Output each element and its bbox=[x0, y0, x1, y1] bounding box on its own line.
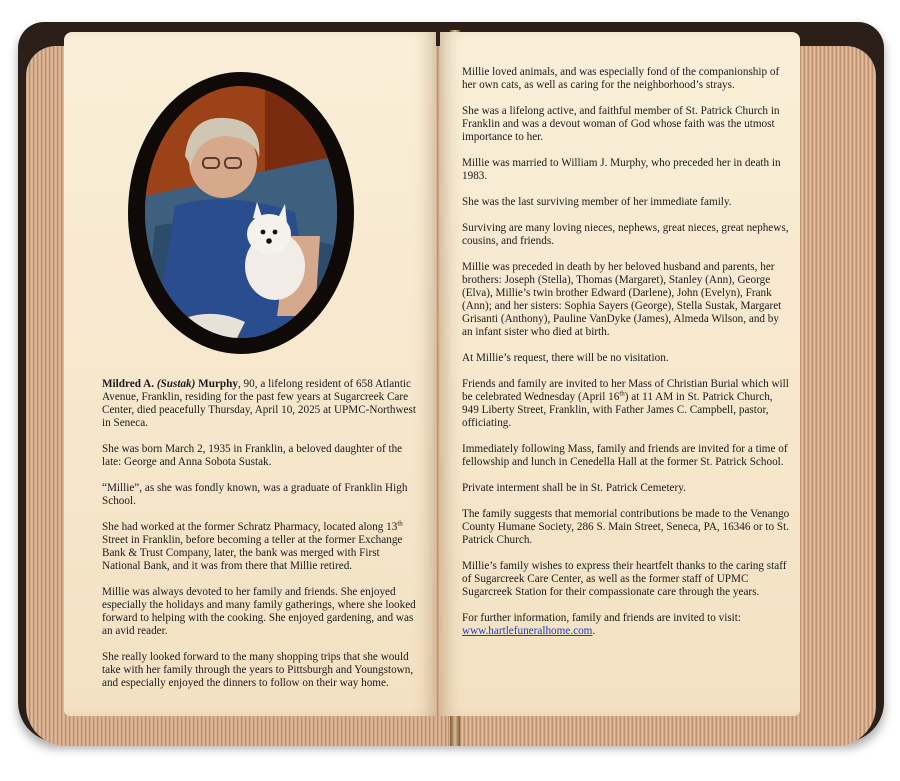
obituary-paragraph: At Millie’s request, there will be no visitation. bbox=[462, 352, 669, 364]
obituary-paragraph bbox=[102, 521, 418, 573]
ordinal-suffix: th bbox=[397, 519, 403, 528]
obituary-paragraph: Surviving are many loving nieces, nephews, great nieces, great nephews, cousins, and friends. bbox=[462, 222, 789, 247]
obituary-paragraph: “Millie”, as she was fondly known, was a graduate of Franklin High School. bbox=[102, 482, 408, 507]
paragraph-text: . bbox=[592, 625, 596, 637]
obituary-paragraph: Private interment shall be in St. Patrick Cemetery. bbox=[462, 482, 686, 494]
obituary-right-column bbox=[462, 66, 792, 651]
obituary-paragraph bbox=[462, 612, 792, 638]
obituary-paragraph bbox=[462, 378, 792, 430]
obituary-paragraph: She was the last surviving member of her immediate family. bbox=[462, 196, 732, 208]
obituary-paragraph: She really looked forward to the many shopping trips that she would take with her family through the years to Pittsburgh and Youngstown, and especially enjoyed the dinners to follow on their way home. bbox=[102, 651, 414, 689]
obituary-paragraph: Millie was preceded in death by her beloved husband and parents, her brothers: Joseph (Stella), Thomas (Margaret), Stanley (Ann), George (Elva), Millie’s twin brother Edward (Darlene), John (Evelyn), Frank (Ann); and her sisters: Sophia Sayers (George), Stella Sustak, Margaret Grisanti (Anthony), Pauline VanDyke (James), Almeda Wilson, and by an infant sister who died at birth. bbox=[462, 261, 782, 338]
obituary-paragraph: Immediately following Mass, family and friends are invited for a time of fellowship and lunch in Cenedella Hall at the former St. Patrick School. bbox=[462, 443, 788, 468]
paragraph-text: She had worked at the former Schratz Pharmacy, located along 13 bbox=[102, 521, 398, 533]
obituary-left-column bbox=[102, 378, 418, 703]
deceased-last-name: Murphy bbox=[198, 378, 238, 390]
obituary-paragraph: The family suggests that memorial contributions be made to the Venango County Humane Society, 286 S. Main Street, Seneca, PA, 16346 or to St. Patrick Church. bbox=[462, 508, 790, 546]
deceased-maiden-name: (Sustak) bbox=[156, 378, 196, 390]
obituary-paragraph: She was born March 2, 1935 in Franklin, a beloved daughter of the late: George and Anna Sobota Sustak. bbox=[102, 443, 403, 468]
deceased-first-name: Mildred A. bbox=[102, 378, 155, 390]
paragraph-text: For further information, family and friends are invited to visit: bbox=[462, 612, 741, 624]
obituary-paragraph: Millie was married to William J. Murphy, who preceded her in death in 1983. bbox=[462, 157, 781, 182]
paragraph-text: ) at 11 AM in St. Patrick Church, 949 Liberty Street, Franklin, with Father James C. Campbell, pastor, officiating. bbox=[462, 391, 773, 429]
ordinal-suffix: th bbox=[619, 389, 625, 398]
obituary-paragraph: She was a lifelong active, and faithful member of St. Patrick Church in Franklin and was a devout woman of God whose faith was the utmost importance to her. bbox=[462, 105, 780, 143]
paragraph-text: Street in Franklin, before becoming a teller at the former Exchange Bank & Trust Company, later, the bank was merged with First National Bank, and it was from there that Millie retired. bbox=[102, 534, 403, 572]
obituary-paragraph bbox=[102, 378, 418, 430]
paragraph-text: , 90, a lifelong resident of 658 Atlantic Avenue, Franklin, residing for the past few years at Sugarcreek Care Center, died peacefully Thursday, April 10, 2025 at UPMC-Northwest in Seneca. bbox=[102, 378, 416, 429]
funeral-home-link[interactable]: www.hartlefuneralhome.com bbox=[462, 625, 593, 637]
obituary-paragraph: Millie loved animals, and was especially fond of the companionship of her own cats, as well as caring for the neighborhood’s strays. bbox=[462, 66, 780, 91]
portrait-illustration bbox=[145, 86, 337, 338]
portrait-photo bbox=[145, 86, 337, 338]
obituary-paragraph: Millie’s family wishes to express their heartfelt thanks to the caring staff of Sugarcreek Care Center, as well as the former staff of UPMC Sugarcreek Station for their compassionate care through the years. bbox=[462, 560, 787, 598]
paragraph-text: Friends and family are invited to her Mass of Christian Burial which will be celebrated Wednesday (April 16 bbox=[462, 378, 789, 403]
obituary-paragraph: Millie was always devoted to her family and friends. She enjoyed especially the holidays and many family gatherings, where she looked forward to helping with the cooking. She enjoyed gardening, and was an avid reader. bbox=[102, 586, 416, 637]
